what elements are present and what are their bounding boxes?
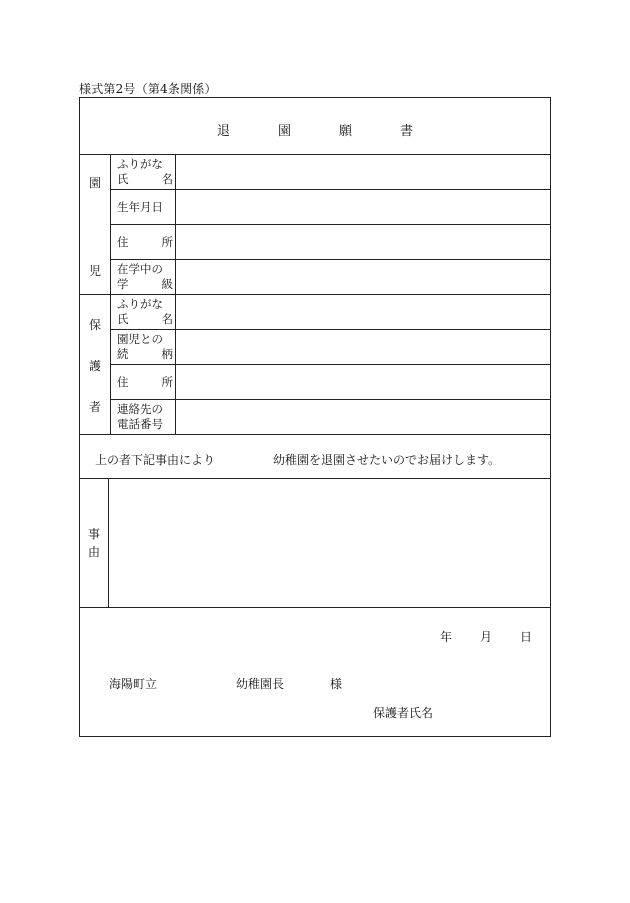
divider <box>110 154 111 434</box>
form-number-label: 様式第2号（第4条関係） <box>79 82 217 96</box>
guardian-name-label: ふりがな 氏 名 <box>117 297 173 326</box>
reason-label-1: 事 <box>87 527 100 541</box>
furigana-label: ふりがな <box>117 157 163 171</box>
statement: 上の者下記事由により 幼稚園を退園させたいのでお届けします。 <box>95 453 501 467</box>
divider <box>80 478 550 479</box>
form-title <box>80 120 550 139</box>
divider <box>80 607 550 608</box>
honorific-label: 様 <box>330 677 343 691</box>
child-address-label: 住 所 <box>117 235 173 249</box>
divider <box>110 399 550 400</box>
title-char: 園 <box>277 124 291 139</box>
guardian-section-label-1: 保 <box>88 318 101 332</box>
guardian-address-label: 住 所 <box>117 375 173 389</box>
child-birthdate-label: 生年月日 <box>117 200 163 214</box>
town-label: 海陽町立 <box>109 677 158 691</box>
divider <box>80 294 550 295</box>
withdrawal-form <box>79 97 551 737</box>
guardian-signature-label: 保護者氏名 <box>373 706 434 720</box>
title-char: 書 <box>400 124 414 139</box>
divider <box>110 224 550 225</box>
divider <box>110 329 550 330</box>
guardian-contact-label: 連絡先の 電話番号 <box>117 402 163 431</box>
date-line: 年 月 日 <box>439 630 532 644</box>
divider <box>110 364 550 365</box>
title-char: 願 <box>339 124 353 139</box>
child-name-label <box>117 157 173 187</box>
child-section-label-top: 園 <box>88 176 101 190</box>
divider <box>175 154 176 434</box>
divider <box>110 259 550 260</box>
name-label: 氏 名 <box>117 172 173 186</box>
child-class-label: 在学中の 学 級 <box>117 262 173 291</box>
guardian-section-label-3: 者 <box>88 400 101 414</box>
divider <box>80 154 550 155</box>
child-section-label-bottom: 児 <box>88 264 101 278</box>
title-char: 退 <box>216 124 230 139</box>
guardian-relation-label: 園児との 続 柄 <box>117 332 173 361</box>
divider <box>80 434 550 435</box>
divider <box>110 189 550 190</box>
principal-label: 幼稚園長 <box>236 677 285 691</box>
guardian-section-label-2: 護 <box>88 359 101 373</box>
reason-label-2: 由 <box>87 545 100 559</box>
